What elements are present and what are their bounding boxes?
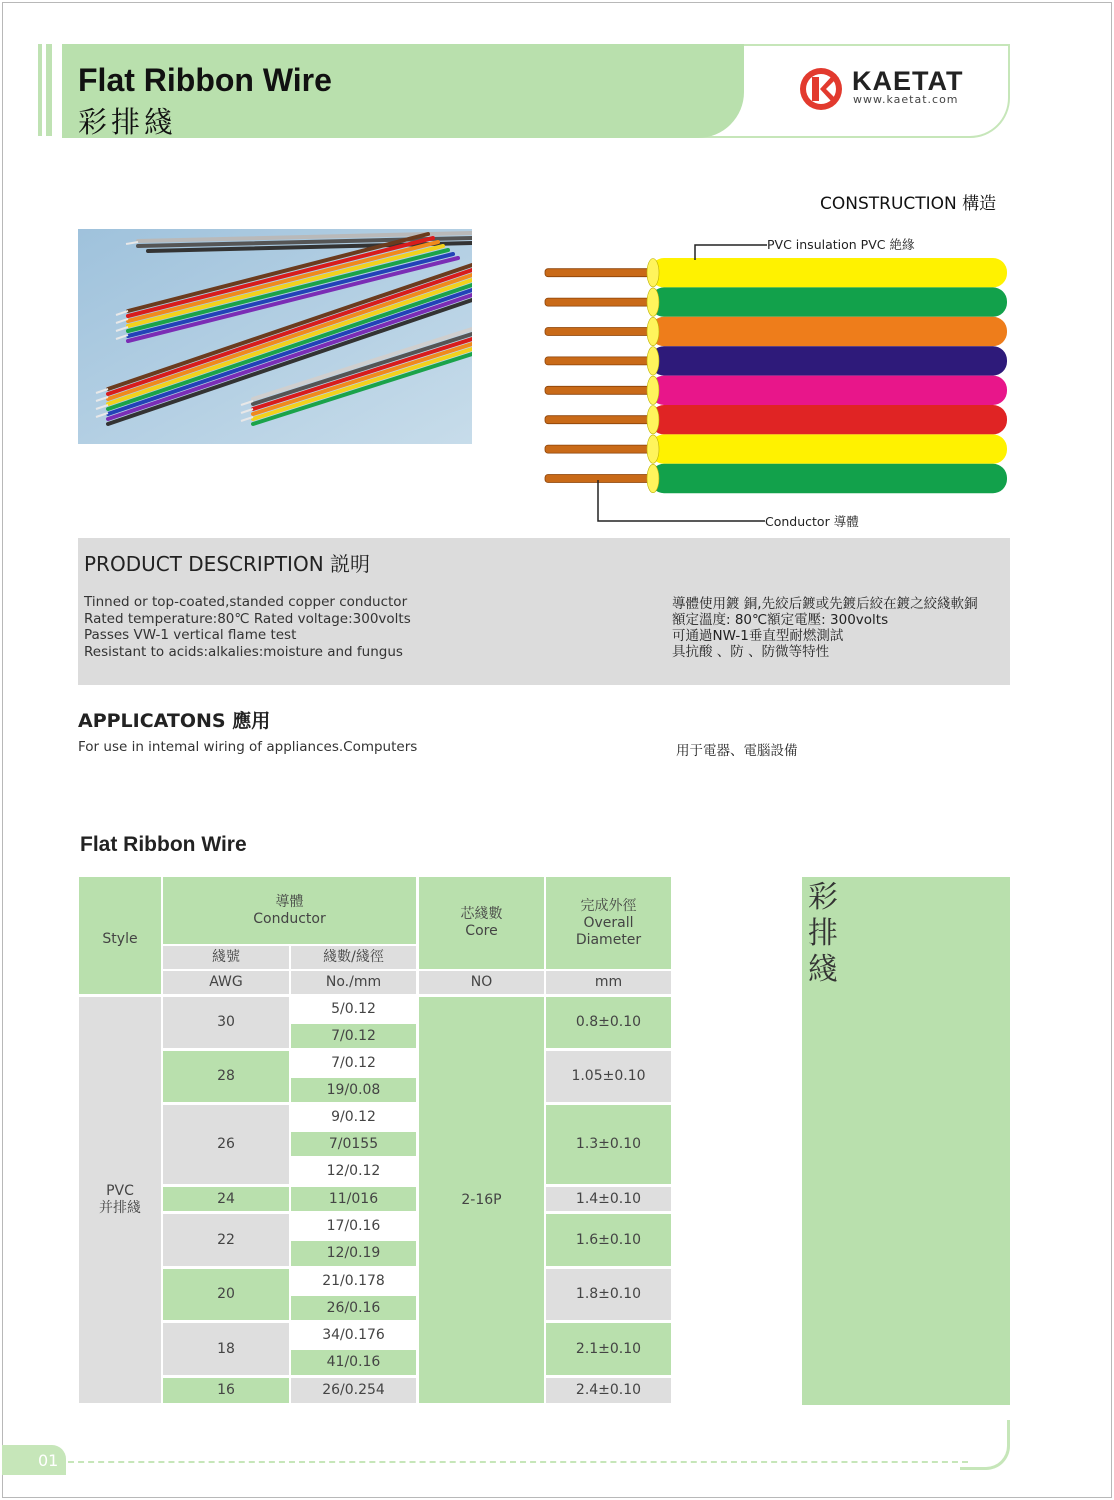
style-value-line1: PVC (106, 1183, 134, 1199)
header-conductor-zh: 導體 (275, 893, 304, 910)
strand-cell: 21/0.178 (291, 1269, 416, 1293)
page-title-chinese: 彩排綫 (78, 105, 178, 139)
diameter-cell: 0.8±0.10 (546, 997, 671, 1048)
strand-cell: 9/0.12 (291, 1105, 416, 1129)
awg-cell: 16 (163, 1378, 289, 1403)
brand-url: www.kaetat.com (853, 93, 959, 106)
diameter-cell: 1.8±0.10 (546, 1269, 671, 1320)
header-diameter-en1: Overall (583, 914, 634, 931)
style-value-line2: 并排綫 (99, 1200, 141, 1216)
awg-cell: 30 (163, 997, 289, 1048)
strand-cell: 19/0.08 (291, 1078, 416, 1102)
header-conductor-en: Conductor (253, 910, 326, 927)
header-awg: AWG (163, 971, 289, 994)
insulation-body (650, 405, 1007, 434)
insulation-body (650, 464, 1007, 493)
strand-cell: 26/0.254 (291, 1378, 416, 1403)
insulation-body (650, 287, 1007, 316)
applications-title: APPLICATONS 應用 (78, 710, 271, 732)
awg-cell: 28 (163, 1051, 289, 1102)
description-line: 導體使用鍍 銅,先絞后鍍或先鍍后絞在鍍之絞綫軟銅 (672, 596, 978, 612)
description-line: 額定溫度: 80℃額定電壓: 300volts (672, 612, 889, 628)
awg-cell: 20 (163, 1269, 289, 1320)
header-core-en: Core (465, 923, 498, 939)
side-label-char: 彩 (808, 880, 838, 915)
diameter-cell: 1.05±0.10 (546, 1051, 671, 1102)
header-diameter (546, 877, 671, 969)
core-cell: 2-16P (419, 997, 544, 1403)
side-label-char: 排 (808, 916, 838, 951)
insulation-body (650, 376, 1007, 405)
side-label-char: 綫 (808, 952, 838, 987)
conductor-strand (545, 445, 653, 453)
description-line: Rated temperature:80℃ Rated voltage:300volts (84, 610, 411, 627)
applications-chinese: 用于電器、電腦設備 (676, 743, 798, 759)
header-style (79, 877, 161, 994)
description-chinese (672, 596, 978, 660)
awg-cell: 26 (163, 1105, 289, 1184)
insulation-body (650, 317, 1007, 346)
insulation-label: PVC insulation PVC 絶緣 (767, 237, 915, 252)
awg-cell: 18 (163, 1323, 289, 1375)
strand-cell: 17/0.16 (291, 1214, 416, 1238)
header-core-zh: 芯綫數 (460, 906, 503, 922)
header-conductor (163, 877, 416, 944)
side-label (808, 880, 844, 988)
insulation-end-face (647, 259, 659, 287)
conductor-label: Conductor 導體 (765, 514, 859, 529)
strand-cell: 7/0.12 (291, 1051, 416, 1075)
header-diameter-en2: Diameter (575, 931, 642, 948)
diameter-cell: 2.4±0.10 (546, 1378, 671, 1403)
header-accent-bars (38, 44, 54, 136)
awg-cell: 24 (163, 1187, 289, 1211)
strand-cell: 12/0.12 (291, 1159, 416, 1184)
construction-diagram (540, 236, 1020, 532)
description-line: 可通過NW-1垂直型耐燃測試 (672, 628, 844, 644)
awg-cell: 22 (163, 1214, 289, 1266)
conductor-strand (545, 386, 653, 394)
insulation-body (650, 434, 1007, 463)
insulation-end-face (647, 376, 659, 404)
footer-divider (68, 1461, 968, 1463)
header-style-label: Style (102, 931, 138, 947)
insulation-body (650, 346, 1007, 375)
applications-english: For use in intemal wiring of appliances.Computers (78, 739, 418, 755)
header-mm: mm (546, 971, 671, 994)
ribbon-wire-photo (78, 229, 472, 444)
conductor-strand (545, 269, 653, 277)
insulation-end-face (647, 347, 659, 375)
header-diameter-zh: 完成外徑 (580, 897, 637, 914)
brand-name: KAETAT (852, 66, 964, 96)
header-no: NO (419, 971, 544, 994)
construction-label: CONSTRUCTION 構造 (820, 194, 997, 214)
strand-cell: 7/0.12 (291, 1024, 416, 1048)
strand-cell: 26/0.16 (291, 1296, 416, 1320)
table-title: Flat Ribbon Wire (80, 833, 247, 856)
page-number: 01 (38, 1451, 59, 1470)
description-line: 具抗酸 、防 、防微等特性 (672, 644, 830, 660)
insulation-end-face (647, 288, 659, 316)
header-no-mm: No./mm (291, 971, 416, 994)
style-cell (79, 997, 161, 1403)
kaetat-logo-icon (798, 66, 844, 112)
description-title: PRODUCT DESCRIPTION 説明 (84, 552, 371, 576)
insulation-end-face (647, 317, 659, 345)
description-line: Tinned or top-coated,standed copper conductor (84, 594, 408, 610)
conductor-strand (545, 357, 653, 365)
header-gauge: 綫號 (163, 946, 289, 969)
conductor-strand (545, 475, 653, 483)
diameter-cell: 1.6±0.10 (546, 1214, 671, 1266)
header-strand: 綫數/綫徑 (291, 946, 416, 969)
diameter-cell: 2.1±0.10 (546, 1323, 671, 1375)
conductor-strand (545, 328, 653, 336)
conductor-strand (545, 416, 653, 424)
diameter-cell: 1.4±0.10 (546, 1187, 671, 1211)
description-line: Passes VW-1 vertical flame test (84, 627, 297, 643)
insulation-end-face (647, 435, 659, 463)
insulation-end-face (647, 464, 659, 492)
strand-cell: 7/0155 (291, 1132, 416, 1156)
strand-cell: 11/016 (291, 1187, 416, 1211)
conductor-strand (545, 298, 653, 306)
strand-cell: 41/0.16 (291, 1350, 416, 1375)
strand-cell: 5/0.12 (291, 997, 416, 1021)
footer-corner (960, 1420, 1010, 1470)
description-line: Resistant to acids:alkalies:moisture and fungus (84, 643, 403, 660)
diameter-cell: 1.3±0.10 (546, 1105, 671, 1184)
strand-cell: 12/0.19 (291, 1241, 416, 1266)
header-core (419, 877, 544, 969)
insulation-end-face (647, 406, 659, 434)
page-title: Flat Ribbon Wire (78, 62, 332, 98)
description-english (84, 594, 411, 660)
strand-cell: 34/0.176 (291, 1323, 416, 1347)
insulation-body (650, 258, 1007, 287)
